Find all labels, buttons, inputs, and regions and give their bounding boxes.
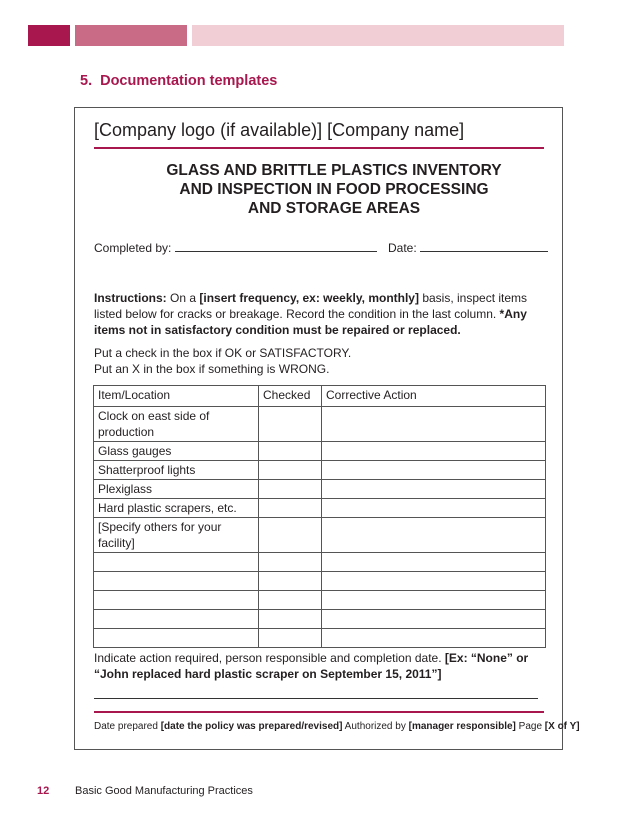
table-row (94, 553, 546, 572)
title-divider (94, 147, 544, 149)
checked-cell[interactable] (259, 499, 322, 518)
item-cell: Shatterproof lights (94, 461, 259, 480)
action-cell[interactable] (322, 553, 546, 572)
checked-cell[interactable] (259, 572, 322, 591)
frequency-placeholder: [insert frequency, ex: weekly, monthly] (199, 291, 419, 305)
action-cell[interactable] (322, 407, 546, 442)
item-cell: Clock on east side of production (94, 407, 259, 442)
checked-cell[interactable] (259, 442, 322, 461)
column-header: Item/Location (94, 386, 259, 407)
completed-by-blank[interactable] (175, 241, 377, 252)
item-cell[interactable] (94, 629, 259, 648)
action-cell[interactable] (322, 442, 546, 461)
item-cell: Glass gauges (94, 442, 259, 461)
date-label: Date: (388, 241, 417, 255)
date-prepared-value: [date the policy was prepared/revised] (160, 721, 343, 732)
table-row (94, 518, 546, 553)
item-cell[interactable] (94, 610, 259, 629)
action-cell[interactable] (322, 572, 546, 591)
inventory-table (93, 385, 546, 648)
checked-cell[interactable] (259, 629, 322, 648)
form-title-line: AND INSPECTION IN FOOD PROCESSING (179, 181, 489, 198)
template-footer (94, 721, 580, 732)
item-cell: Hard plastic scrapers, etc. (94, 499, 259, 518)
running-title: Basic Good Manufacturing Practices (75, 785, 253, 797)
item-cell[interactable] (94, 591, 259, 610)
signature-line[interactable] (94, 698, 538, 699)
footer-divider (94, 711, 544, 713)
section-number: 5. (80, 73, 93, 89)
checked-cell[interactable] (259, 407, 322, 442)
instructions-label: Instructions: (94, 291, 167, 305)
page-label: Page (515, 721, 545, 732)
table-header-row (94, 386, 546, 407)
action-cell[interactable] (322, 499, 546, 518)
check-note: Put a check in the box if OK or SATISFACTORY. (94, 346, 352, 360)
item-cell: [Specify others for your facility] (94, 518, 259, 553)
table-row (94, 461, 546, 480)
form-title-line: AND STORAGE AREAS (247, 200, 421, 217)
checked-cell[interactable] (259, 518, 322, 553)
form-title-line: GLASS AND BRITTLE PLASTICS INVENTORY (166, 162, 502, 179)
header-band-dark (28, 25, 70, 46)
item-cell: Plexiglass (94, 480, 259, 499)
checked-cell[interactable] (259, 610, 322, 629)
header-band-mid (75, 25, 187, 46)
action-cell[interactable] (322, 610, 546, 629)
action-cell[interactable] (322, 591, 546, 610)
company-placeholder: [Company logo (if available)] [Company name] (94, 120, 465, 140)
action-cell[interactable] (322, 629, 546, 648)
table-row (94, 629, 546, 648)
indicate-note (94, 650, 554, 682)
date-field (388, 241, 548, 255)
date-blank[interactable] (420, 241, 548, 252)
table-row (94, 591, 546, 610)
checked-cell[interactable] (259, 591, 322, 610)
instructions-text: basis, inspect items listed below for cracks or breakage. Record the condition in the last column. (94, 291, 528, 321)
page-number: 12 (37, 785, 50, 797)
checked-cell[interactable] (259, 461, 322, 480)
section-heading (80, 73, 277, 89)
checked-cell[interactable] (259, 553, 322, 572)
column-header: Checked (259, 386, 322, 407)
table-row (94, 442, 546, 461)
table-row (94, 480, 546, 499)
table-row (94, 499, 546, 518)
authorized-label: Authorized by (342, 721, 409, 732)
check-note: Put an X in the box if something is WRONG. (94, 362, 330, 376)
item-cell[interactable] (94, 572, 259, 591)
action-cell[interactable] (322, 461, 546, 480)
checked-cell[interactable] (259, 480, 322, 499)
instructions-warning: *Any items not in satisfactory condition must be repaired or replaced. (94, 307, 527, 337)
form-title (94, 161, 574, 218)
completed-by-label: Completed by: (94, 241, 172, 255)
check-notes (94, 345, 351, 377)
table-row (94, 572, 546, 591)
action-cell[interactable] (322, 480, 546, 499)
header-band-light (192, 25, 564, 46)
action-cell[interactable] (322, 518, 546, 553)
section-title: Documentation templates (100, 73, 278, 89)
page-value: [X of Y] (544, 721, 580, 732)
item-cell[interactable] (94, 553, 259, 572)
indicate-example: [Ex: “None” or “John replaced hard plastic scraper on September 15, 2011”] (94, 651, 529, 681)
instructions-text: On a (166, 291, 200, 305)
column-header: Corrective Action (322, 386, 546, 407)
table-row (94, 610, 546, 629)
table-row (94, 407, 546, 442)
authorized-value: [manager responsible] (408, 721, 516, 732)
indicate-text: Indicate action required, person responsible and completion date. (94, 651, 445, 665)
date-prepared-label: Date prepared (94, 721, 161, 732)
completed-by-field (94, 241, 377, 255)
instructions (94, 290, 554, 338)
